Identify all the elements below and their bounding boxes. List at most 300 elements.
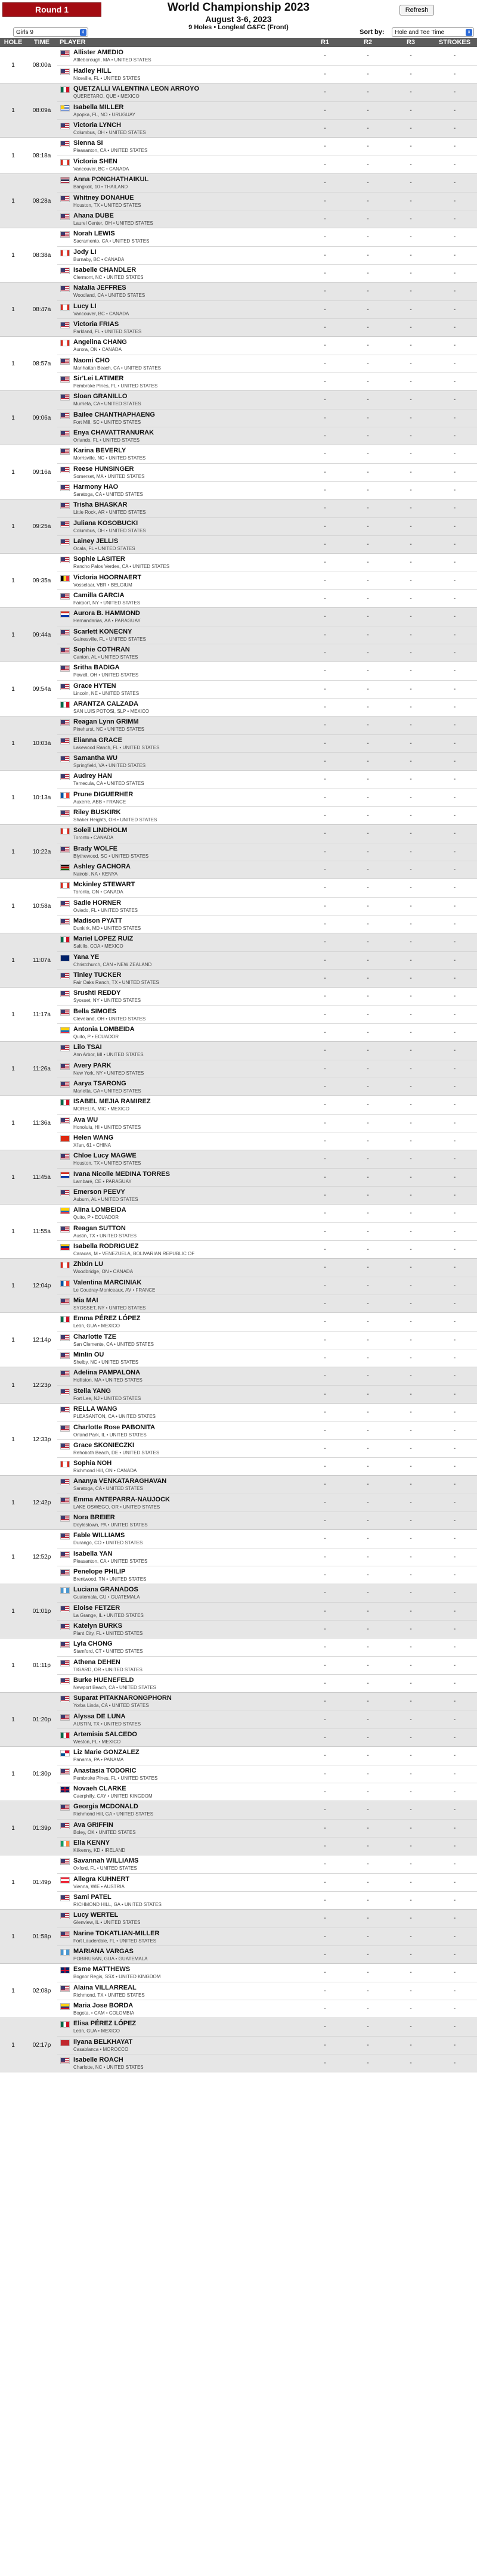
col-strokes: STROKES bbox=[438, 39, 471, 46]
player-name[interactable]: Athena DEHEN bbox=[73, 1659, 120, 1666]
table-row[interactable] bbox=[57, 1530, 477, 1548]
table-row[interactable] bbox=[57, 771, 477, 789]
group-hole: 1 bbox=[11, 1065, 15, 1072]
player-name[interactable]: Yana YE bbox=[73, 954, 100, 961]
score-r3: - bbox=[410, 1427, 412, 1434]
player-name[interactable]: Norah LEWIS bbox=[73, 230, 115, 237]
score-strokes: - bbox=[453, 1373, 456, 1379]
score-r2: - bbox=[367, 830, 369, 837]
group-hole: 1 bbox=[11, 685, 15, 693]
player-name[interactable]: Karina BEVERLY bbox=[73, 447, 126, 454]
score-r3: - bbox=[410, 1662, 412, 1669]
score-r3: - bbox=[410, 1301, 412, 1307]
score-strokes: - bbox=[453, 342, 456, 349]
player-name[interactable]: Penelope PHILIP bbox=[73, 1568, 126, 1575]
table-row[interactable] bbox=[57, 318, 477, 336]
player-name[interactable]: Antonia LOMBEIDA bbox=[73, 1026, 135, 1033]
score-r2: - bbox=[367, 578, 369, 584]
table-row[interactable] bbox=[57, 1240, 477, 1258]
table-row[interactable] bbox=[57, 1674, 477, 1692]
player-name[interactable]: Camilla GARCIA bbox=[73, 592, 125, 599]
table-row[interactable] bbox=[57, 138, 477, 156]
table-row[interactable] bbox=[57, 1096, 477, 1114]
player-name[interactable]: Georgia MCDONALD bbox=[73, 1803, 138, 1810]
table-row[interactable] bbox=[57, 1277, 477, 1295]
player-name[interactable]: Ivana Nicolle MEDINA TORRES bbox=[73, 1171, 170, 1178]
table-row[interactable] bbox=[57, 608, 477, 626]
player-name[interactable]: Sophie COTHRAN bbox=[73, 646, 130, 653]
player-name[interactable]: Whitney DONAHUE bbox=[73, 194, 134, 201]
player-name[interactable]: Ava WU bbox=[73, 1116, 98, 1123]
player-name[interactable]: Naomi CHO bbox=[73, 357, 110, 364]
player-name[interactable]: Sophie LASITER bbox=[73, 555, 125, 563]
player-name[interactable]: Prune DIGUERHER bbox=[73, 791, 134, 798]
table-row[interactable] bbox=[57, 300, 477, 318]
table-row[interactable] bbox=[57, 1385, 477, 1403]
player-location: Pleasanton, CA • UNITED STATES bbox=[73, 1559, 148, 1564]
player-name[interactable]: Soleil LINDHOLM bbox=[73, 827, 128, 834]
flag-icon bbox=[60, 1298, 70, 1305]
player-name[interactable]: Valentina MARCINIAK bbox=[73, 1279, 142, 1286]
table-row[interactable] bbox=[57, 1693, 477, 1711]
table-row[interactable] bbox=[57, 1910, 477, 1928]
table-row[interactable] bbox=[57, 1945, 477, 1963]
player-name[interactable]: Lucy LI bbox=[73, 303, 97, 310]
score-r1: - bbox=[324, 1029, 326, 1036]
table-row[interactable] bbox=[57, 662, 477, 680]
player-name[interactable]: Eloise FETZER bbox=[73, 1604, 120, 1612]
flag-icon bbox=[60, 1606, 70, 1612]
table-row[interactable] bbox=[57, 2000, 477, 2018]
table-row[interactable] bbox=[57, 969, 477, 987]
player-name[interactable]: Mckinley STEWART bbox=[73, 881, 135, 888]
player-name[interactable]: Ananya VENKATARAGHAVAN bbox=[73, 1478, 167, 1485]
player-name[interactable]: Isabella MILLER bbox=[73, 104, 124, 111]
group-hole: 1 bbox=[11, 61, 15, 69]
player-name[interactable]: Suparat PITAKNARONGPHORN bbox=[73, 1694, 172, 1702]
table-row[interactable] bbox=[57, 1783, 477, 1801]
table-row[interactable] bbox=[57, 915, 477, 933]
table-row[interactable] bbox=[57, 1222, 477, 1240]
player-name[interactable]: Elianna GRACE bbox=[73, 737, 122, 744]
table-row[interactable] bbox=[57, 716, 477, 734]
table-row[interactable] bbox=[57, 734, 477, 752]
player-name[interactable]: Emma ANTEPARRA-NAUJOCK bbox=[73, 1496, 170, 1503]
table-row[interactable] bbox=[57, 1295, 477, 1312]
score-r3: - bbox=[410, 650, 412, 656]
table-row[interactable] bbox=[57, 65, 477, 83]
table-row[interactable] bbox=[57, 1349, 477, 1367]
table-row[interactable] bbox=[57, 680, 477, 698]
table-row[interactable] bbox=[57, 572, 477, 589]
table-row[interactable] bbox=[57, 1728, 477, 1746]
table-row[interactable] bbox=[57, 83, 477, 101]
player-name[interactable]: Aurora B. HAMMOND bbox=[73, 610, 140, 617]
table-row[interactable] bbox=[57, 1422, 477, 1439]
table-row[interactable] bbox=[57, 1620, 477, 1638]
player-name[interactable]: Lilo TSAI bbox=[73, 1044, 102, 1051]
player-name[interactable]: Mia MAI bbox=[73, 1297, 98, 1304]
player-name[interactable]: Sir'Lei LATIMER bbox=[73, 375, 124, 382]
table-row[interactable] bbox=[57, 843, 477, 861]
table-row[interactable] bbox=[57, 1512, 477, 1529]
table-row[interactable] bbox=[57, 1042, 477, 1060]
player-name[interactable]: Sophia NOH bbox=[73, 1460, 112, 1467]
table-row[interactable] bbox=[57, 174, 477, 192]
player-name[interactable]: Juliana KOSOBUCKI bbox=[73, 520, 138, 527]
table-row[interactable] bbox=[57, 517, 477, 535]
player-name[interactable]: Nora BREIER bbox=[73, 1514, 115, 1521]
score-r3: - bbox=[410, 541, 412, 548]
player-name[interactable]: Allegra KUHNERT bbox=[73, 1876, 130, 1883]
table-row[interactable] bbox=[57, 355, 477, 373]
player-name[interactable]: Ella KENNY bbox=[73, 1839, 110, 1846]
table-row[interactable] bbox=[57, 119, 477, 137]
score-strokes: - bbox=[453, 740, 456, 747]
tee-group bbox=[0, 499, 477, 554]
score-r2: - bbox=[367, 668, 369, 674]
player-name[interactable]: Adelina PAMPALONA bbox=[73, 1369, 141, 1376]
score-r2: - bbox=[367, 324, 369, 331]
player-name[interactable]: Esme MATTHEWS bbox=[73, 1966, 131, 1973]
player-name[interactable]: Lucy WERTEL bbox=[73, 1911, 119, 1919]
table-row[interactable] bbox=[57, 1494, 477, 1512]
table-row[interactable] bbox=[57, 1132, 477, 1150]
table-row[interactable] bbox=[57, 481, 477, 499]
score-strokes: - bbox=[453, 1807, 456, 1813]
table-row[interactable] bbox=[57, 228, 477, 246]
table-row[interactable] bbox=[57, 337, 477, 355]
player-name[interactable]: Lainey JELLIS bbox=[73, 538, 119, 545]
table-row[interactable] bbox=[57, 825, 477, 843]
table-row[interactable] bbox=[57, 1602, 477, 1620]
player-name[interactable]: Alyssa DE LUNA bbox=[73, 1713, 126, 1720]
player-name[interactable]: Isabelle CHANDLER bbox=[73, 266, 137, 274]
score-r2: - bbox=[367, 378, 369, 385]
player-name[interactable]: Sienna SI bbox=[73, 139, 103, 147]
table-row[interactable] bbox=[57, 1404, 477, 1422]
table-row[interactable] bbox=[57, 1259, 477, 1277]
table-row[interactable] bbox=[57, 1186, 477, 1204]
tee-group bbox=[0, 1855, 477, 1910]
table-row[interactable] bbox=[57, 1819, 477, 1837]
player-location: Somerset, MA • UNITED STATES bbox=[73, 474, 145, 479]
player-location: Houston, TX • UNITED STATES bbox=[73, 203, 141, 208]
score-r1: - bbox=[324, 1264, 326, 1271]
division-select[interactable] bbox=[13, 27, 88, 37]
score-strokes: - bbox=[453, 668, 456, 674]
table-row[interactable] bbox=[57, 1566, 477, 1584]
player-name[interactable]: Isabella RODRIGUEZ bbox=[73, 1243, 139, 1250]
refresh-button[interactable]: Refresh bbox=[399, 5, 434, 15]
flag-icon bbox=[60, 159, 70, 166]
score-r2: - bbox=[367, 234, 369, 240]
score-strokes: - bbox=[453, 2006, 456, 2012]
group-hole: 1 bbox=[11, 1553, 15, 1560]
table-row[interactable] bbox=[57, 463, 477, 481]
player-name[interactable]: Katelyn BURKS bbox=[73, 1622, 122, 1630]
table-row[interactable] bbox=[57, 589, 477, 607]
table-row[interactable] bbox=[57, 47, 477, 65]
table-row[interactable] bbox=[57, 156, 477, 173]
player-name[interactable]: Jody LI bbox=[73, 249, 97, 256]
table-row[interactable] bbox=[57, 1331, 477, 1349]
player-name[interactable]: Victoria HOORNAERT bbox=[73, 574, 142, 581]
score-r1: - bbox=[324, 1192, 326, 1199]
score-r3: - bbox=[410, 71, 412, 77]
player-name[interactable]: Enya CHAVATTRANURAK bbox=[73, 429, 154, 436]
player-name[interactable]: Srushti REDDY bbox=[73, 989, 121, 997]
player-name[interactable]: ARANTZA CALZADA bbox=[73, 700, 138, 707]
player-name[interactable]: Tinley TUCKER bbox=[73, 972, 122, 979]
table-row[interactable] bbox=[57, 861, 477, 879]
player-location: Clermont, NC • UNITED STATES bbox=[73, 275, 144, 280]
table-row[interactable] bbox=[57, 789, 477, 806]
player-name[interactable]: Ashley GACHORA bbox=[73, 863, 131, 870]
table-row[interactable] bbox=[57, 101, 477, 119]
table-row[interactable] bbox=[57, 897, 477, 915]
table-row[interactable] bbox=[57, 951, 477, 969]
tee-group bbox=[0, 174, 477, 228]
score-r2: - bbox=[367, 523, 369, 530]
player-name[interactable]: Charlotte Rose PABONITA bbox=[73, 1424, 156, 1431]
player-name[interactable]: Madison PYATT bbox=[73, 917, 122, 924]
player-name[interactable]: Reagan SUTTON bbox=[73, 1225, 126, 1232]
tee-group bbox=[0, 283, 477, 337]
score-r2: - bbox=[367, 288, 369, 294]
table-row[interactable] bbox=[57, 535, 477, 553]
player-name[interactable]: Harmony HAO bbox=[73, 483, 119, 491]
table-row[interactable] bbox=[57, 1367, 477, 1385]
table-row[interactable] bbox=[57, 373, 477, 390]
player-name[interactable]: Hadley HILL bbox=[73, 67, 111, 75]
table-row[interactable] bbox=[57, 409, 477, 427]
table-row[interactable] bbox=[57, 806, 477, 824]
flag-icon bbox=[60, 1823, 70, 1829]
player-name[interactable]: Savannah WILLIAMS bbox=[73, 1857, 139, 1864]
player-name[interactable]: Audrey HAN bbox=[73, 772, 112, 780]
player-name[interactable]: Novaeh CLARKE bbox=[73, 1785, 126, 1792]
player-name[interactable]: Sami PATEL bbox=[73, 1894, 111, 1901]
sort-select[interactable] bbox=[392, 27, 474, 37]
player-name[interactable]: Narine TOKATLIAN-MILLER bbox=[73, 1930, 160, 1937]
flag-icon bbox=[60, 1569, 70, 1576]
player-name[interactable]: Grace HYTEN bbox=[73, 682, 116, 690]
tee-group bbox=[0, 1530, 477, 1584]
player-location: SYOSSET, NY • UNITED STATES bbox=[73, 1305, 146, 1311]
table-row[interactable] bbox=[57, 1982, 477, 2000]
score-r2: - bbox=[367, 867, 369, 873]
player-name[interactable]: Isabelle ROACH bbox=[73, 2056, 123, 2063]
player-name[interactable]: Reagan Lynn GRIMM bbox=[73, 718, 139, 725]
player-name[interactable]: Charlotte TZE bbox=[73, 1333, 117, 1340]
score-r1: - bbox=[324, 722, 326, 728]
player-name[interactable]: Sadie HORNER bbox=[73, 899, 122, 907]
table-row[interactable] bbox=[57, 1638, 477, 1656]
table-row[interactable] bbox=[57, 1168, 477, 1186]
group-tee-time: 08:38a bbox=[32, 252, 51, 259]
table-row[interactable] bbox=[57, 1837, 477, 1855]
table-row[interactable] bbox=[57, 1457, 477, 1475]
table-row[interactable] bbox=[57, 1747, 477, 1765]
player-name[interactable]: Victoria SHEN bbox=[73, 158, 117, 165]
player-name[interactable]: Samantha WU bbox=[73, 755, 117, 762]
player-name[interactable]: Emerson PEEVY bbox=[73, 1188, 125, 1196]
score-r3: - bbox=[410, 2023, 412, 2030]
score-strokes: - bbox=[453, 107, 456, 114]
score-r3: - bbox=[410, 1608, 412, 1615]
player-name[interactable]: ISABEL MEJIA RAMIREZ bbox=[73, 1098, 151, 1105]
table-row[interactable] bbox=[57, 192, 477, 210]
score-strokes: - bbox=[453, 957, 456, 964]
table-row[interactable] bbox=[57, 1765, 477, 1783]
player-name[interactable]: Isabella YAN bbox=[73, 1550, 113, 1557]
player-name[interactable]: MARIANA VARGAS bbox=[73, 1948, 134, 1955]
player-name[interactable]: Alina LOMBEIDA bbox=[73, 1206, 126, 1213]
player-name[interactable]: Victoria FRIAS bbox=[73, 321, 119, 328]
player-name[interactable]: Allister AMEDIO bbox=[73, 49, 123, 56]
table-row[interactable] bbox=[57, 752, 477, 770]
flag-icon bbox=[60, 485, 70, 491]
player-name[interactable]: Artemisia SALCEDO bbox=[73, 1731, 137, 1738]
table-row[interactable] bbox=[57, 246, 477, 264]
flag-icon bbox=[60, 1316, 70, 1323]
player-name[interactable]: Scarlett KONECNY bbox=[73, 628, 132, 635]
score-r1: - bbox=[324, 993, 326, 1000]
player-name[interactable]: Lyla CHONG bbox=[73, 1640, 113, 1647]
table-row[interactable] bbox=[57, 1439, 477, 1457]
table-row[interactable] bbox=[57, 1023, 477, 1041]
table-row[interactable] bbox=[57, 1656, 477, 1674]
player-name[interactable]: Minlin OU bbox=[73, 1351, 104, 1358]
player-name[interactable]: Luciana GRANADOS bbox=[73, 1586, 138, 1593]
table-row[interactable] bbox=[57, 644, 477, 662]
score-r1: - bbox=[324, 613, 326, 620]
score-r3: - bbox=[410, 830, 412, 837]
table-row[interactable] bbox=[57, 988, 477, 1005]
table-row[interactable] bbox=[57, 427, 477, 445]
score-r2: - bbox=[367, 1355, 369, 1361]
player-name[interactable]: Fable WILLIAMS bbox=[73, 1532, 125, 1539]
table-row[interactable] bbox=[57, 1150, 477, 1168]
player-name[interactable]: Angelina CHANG bbox=[73, 339, 127, 346]
player-name[interactable]: Elisa PÉREZ LÓPEZ bbox=[73, 2020, 137, 2027]
player-name[interactable]: Alaina VILLARREAL bbox=[73, 1984, 137, 1991]
table-row[interactable] bbox=[57, 1855, 477, 1873]
player-name[interactable]: Sloan GRANILLO bbox=[73, 393, 128, 400]
table-row[interactable] bbox=[57, 1313, 477, 1331]
table-row[interactable] bbox=[57, 1873, 477, 1891]
player-name[interactable]: Bella SIMOES bbox=[73, 1008, 117, 1015]
table-row[interactable] bbox=[57, 499, 477, 517]
table-row[interactable] bbox=[57, 1891, 477, 1909]
player-name[interactable]: Bailee CHANTHAPHAENG bbox=[73, 411, 155, 418]
tee-group bbox=[0, 771, 477, 825]
player-name[interactable]: Helen WANG bbox=[73, 1134, 114, 1141]
player-name[interactable]: Trisha BHASKAR bbox=[73, 501, 128, 508]
player-name[interactable]: Brady WOLFE bbox=[73, 845, 117, 852]
player-name[interactable]: Sritha BADIGA bbox=[73, 664, 120, 671]
player-name[interactable]: Riley BUSKIRK bbox=[73, 809, 121, 816]
player-name[interactable]: Grace SKONIECZKI bbox=[73, 1442, 135, 1449]
table-row[interactable] bbox=[57, 2018, 477, 2036]
table-row[interactable] bbox=[57, 1801, 477, 1819]
tee-group bbox=[0, 445, 477, 499]
table-row[interactable] bbox=[57, 1548, 477, 1566]
table-row[interactable] bbox=[57, 1205, 477, 1222]
player-name[interactable]: Emma PÉREZ LÓPEZ bbox=[73, 1315, 141, 1322]
player-name[interactable]: Mariel LOPEZ RUIZ bbox=[73, 935, 134, 942]
player-name[interactable]: Maria Jose BORDA bbox=[73, 2002, 134, 2009]
table-row[interactable] bbox=[57, 283, 477, 300]
table-row[interactable] bbox=[57, 1476, 477, 1494]
player-name[interactable]: Avery PARK bbox=[73, 1062, 111, 1069]
player-name[interactable]: Ilyana BELKHAYAT bbox=[73, 2038, 133, 2046]
table-row[interactable] bbox=[57, 554, 477, 572]
score-r2: - bbox=[367, 1825, 369, 1832]
table-row[interactable] bbox=[57, 1584, 477, 1602]
tee-group bbox=[0, 1259, 477, 1313]
table-row[interactable] bbox=[57, 210, 477, 228]
table-row[interactable] bbox=[57, 1005, 477, 1023]
player-name[interactable]: QUETZALLI VALENTINA LEON ARROYO bbox=[73, 85, 200, 92]
player-name[interactable]: Anna PONGHATHAIKUL bbox=[73, 176, 149, 183]
table-row[interactable] bbox=[57, 1928, 477, 1945]
score-r2: - bbox=[367, 1029, 369, 1036]
table-row[interactable] bbox=[57, 933, 477, 951]
score-r3: - bbox=[410, 686, 412, 693]
player-name[interactable]: Liz Marie GONZALEZ bbox=[73, 1749, 140, 1756]
player-name[interactable]: Victoria LYNCH bbox=[73, 122, 122, 129]
player-name[interactable]: Chloe Lucy MAGWE bbox=[73, 1152, 137, 1159]
table-row[interactable] bbox=[57, 264, 477, 282]
table-row[interactable] bbox=[57, 391, 477, 409]
score-r3: - bbox=[410, 523, 412, 530]
player-name[interactable]: Stella YANG bbox=[73, 1388, 111, 1395]
table-row[interactable] bbox=[57, 445, 477, 463]
player-name[interactable]: RELLA WANG bbox=[73, 1405, 117, 1413]
player-name[interactable]: Anastasia TODORIC bbox=[73, 1767, 137, 1774]
player-name[interactable]: Zhixin LU bbox=[73, 1261, 104, 1268]
player-location: Quito, P • ECUADOR bbox=[73, 1034, 119, 1039]
player-name[interactable]: Ahana DUBE bbox=[73, 212, 114, 219]
table-row[interactable] bbox=[57, 698, 477, 716]
player-name[interactable]: Burke HUENEFELD bbox=[73, 1677, 134, 1684]
table-row[interactable] bbox=[57, 626, 477, 644]
player-name[interactable]: Reese HUNSINGER bbox=[73, 465, 134, 473]
player-location: Syosset, NY • UNITED STATES bbox=[73, 998, 141, 1003]
player-name[interactable]: Natalia JEFFRES bbox=[73, 284, 126, 291]
table-row[interactable] bbox=[57, 2036, 477, 2054]
player-location: New York, NY • UNITED STATES bbox=[73, 1070, 144, 1076]
table-row[interactable] bbox=[57, 2054, 477, 2072]
table-row[interactable] bbox=[57, 1964, 477, 1982]
table-row[interactable] bbox=[57, 1711, 477, 1728]
table-row[interactable] bbox=[57, 879, 477, 897]
player-cell bbox=[57, 83, 303, 101]
player-name[interactable]: Aarya TSARONG bbox=[73, 1080, 126, 1087]
player-location: Manhattan Beach, CA • UNITED STATES bbox=[73, 365, 162, 371]
table-row[interactable] bbox=[57, 1078, 477, 1095]
score-r1: - bbox=[324, 1246, 326, 1253]
score-r3: - bbox=[410, 1084, 412, 1090]
score-r3: - bbox=[410, 89, 412, 95]
score-r2: - bbox=[367, 361, 369, 367]
table-row[interactable] bbox=[57, 1060, 477, 1078]
score-strokes: - bbox=[453, 1572, 456, 1578]
player-name[interactable]: Ava GRIFFIN bbox=[73, 1821, 113, 1829]
table-row[interactable] bbox=[57, 1114, 477, 1132]
